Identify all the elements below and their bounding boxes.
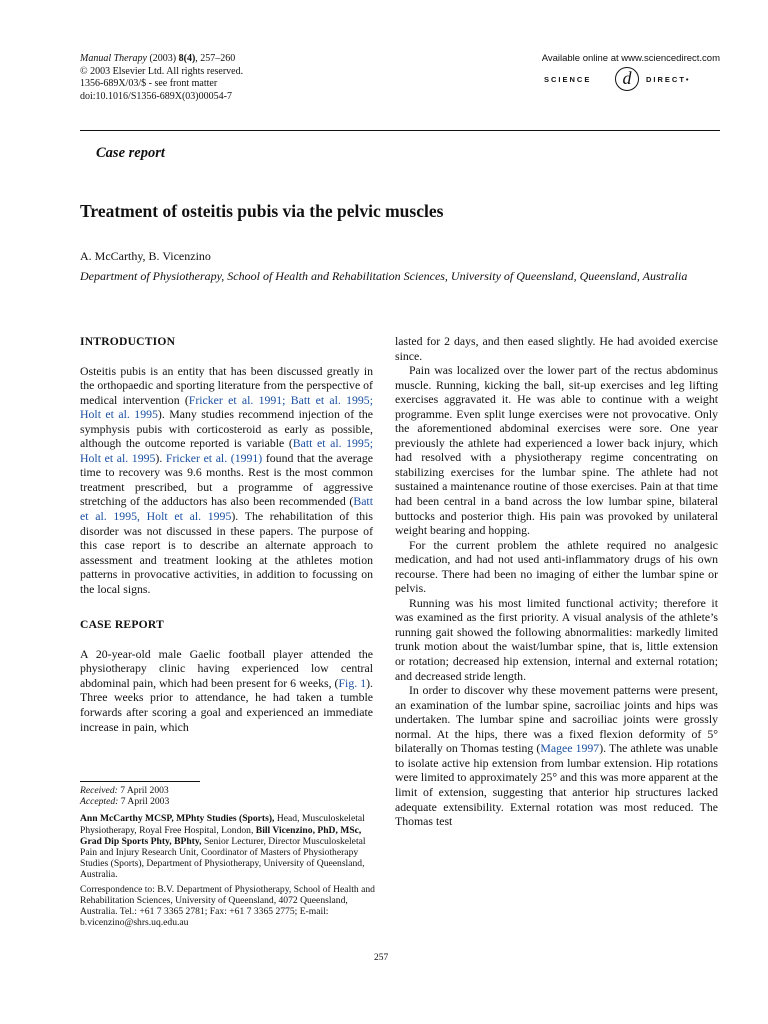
author-position: Head, Musculoskeletal Physiotherapy, Royal Free Hospital, London,	[80, 813, 365, 836]
sciencedirect-d-icon: d	[615, 67, 639, 91]
intro-text: ). Many studies recommend injection of the symphysis pubis with corticosteroid as early as possible, although the outcome reported is variable (	[80, 407, 373, 451]
author-affiliation: Department of Physiotherapy, School of Health and Rehabilitation Sciences, University of Queensland, Queensland, Australia	[80, 269, 688, 283]
right-column	[395, 334, 718, 829]
intro-text: found that the average time to recovery was 9.6 months. Rest is the most common treatment prescribed, but a programme of aggressive stretching of the adductors has also been recommended (	[80, 450, 373, 509]
citation-pages: , 257–260	[195, 53, 236, 64]
case-paragraph	[80, 647, 373, 734]
citation-link[interactable]: Fricker et al. (1991)	[165, 450, 263, 465]
header-rule	[80, 130, 720, 131]
citation-link[interactable]: Batt et al. 1995, Holt et al. 1995	[80, 494, 373, 524]
citation-year: (2003)	[146, 53, 179, 64]
issn-line: 1356-689X/03/$ - see front matter	[80, 78, 218, 89]
footnote-block	[80, 785, 376, 928]
logo-word-right: DIRECT•	[646, 75, 691, 84]
doi-line: doi:10.1016/S1356-689X(03)00054-7	[80, 90, 232, 102]
author-list: A. McCarthy, B. Vicenzino	[80, 249, 211, 263]
citation-link[interactable]: Batt et al. 1995; Holt et al. 1995	[80, 436, 373, 465]
body-text: In order to discover why these movement patterns were present, an examination of the lumbar spine, sacroiliac joints and hips was undertaken. The lumbar spine and sacroiliac joints were grossly normal. At the hips, there was a fixed flexion deformity of 5° bilaterally on Thomas testing (	[395, 683, 718, 756]
case-text: A 20-year-old male Gaelic football player attended the physiotherapy clinic having experienced low central abdominal pain, which had been present for 6 weeks, (	[80, 646, 373, 690]
body-paragraph: For the current problem the athlete required no analgesic medication, and had not used anti-inflammatory drugs of his own recourse. There had been no imaging of either the lumbar spine or pelvis.	[395, 537, 718, 596]
author-credentials: Ann McCarthy MCSP, MPhty Studies (Sports),	[80, 813, 275, 825]
publisher-badge	[508, 53, 720, 88]
received-value: 7 April 2003	[117, 785, 169, 796]
body-paragraph: lasted for 2 days, and then eased slightly. He had avoided exercise since.	[395, 334, 718, 363]
copyright-line: © 2003 Elsevier Ltd. All rights reserved.	[80, 65, 244, 77]
body-paragraph: Running was his most limited functional activity; therefore it was examined as the first priority. A visual analysis of the athlete’s running gait showed the following abnormalities: markedly limited trunk motion about the waist/lumbar spine, that is, little extension or rotation; decreased hip extension, internal and external rotation; and decreased stride length.	[395, 595, 718, 683]
footnote-rule	[80, 781, 200, 782]
received-label: Received:	[80, 785, 118, 796]
accepted-label: Accepted:	[80, 796, 119, 808]
body-paragraph	[395, 683, 718, 828]
journal-name: Manual Therapy	[80, 53, 147, 64]
article-title: Treatment of osteitis pubis via the pelvic muscles	[80, 201, 444, 221]
accepted-date	[80, 796, 376, 807]
intro-paragraph	[80, 364, 373, 597]
body-text: ). The athlete was unable to isolate active hip extension from lumbar extension. Hip rotations were limited to approximately 25° and this was more apparent at the limit of extension, suggesting that anterior hip structures lacked adequate extensibility. External rotation was most reduced. The Thomas test	[395, 741, 718, 829]
available-online-text: Available online at www.sciencedirect.com	[541, 53, 720, 64]
intro-text: Osteitis pubis is an entity that has been discussed greatly in the orthopaedic and sporting literature from the perspective of medical intervention (	[80, 363, 373, 407]
citation-volume: 8(4)	[178, 53, 196, 64]
left-column	[80, 335, 373, 734]
article-type: Case report	[96, 145, 165, 161]
journal-citation	[80, 53, 243, 103]
correspondence-note: Correspondence to: B.V. Department of Physiotherapy, School of Health and Rehabilitation Sciences, University of Queensland, 4072 Queensland, Australia. Tel.: +61 7 3365 2781; Fax: +61 7 3365 2775; E-mail: b.vicenzino@shrs.uq.edu.au	[80, 883, 375, 929]
citation-link[interactable]: Magee 1997	[540, 741, 600, 756]
logo-word-left: SCIENCE	[544, 75, 592, 84]
citation-line	[80, 53, 243, 66]
intro-text: ). The rehabilitation of this disorder was not discussed in these papers. The purpose of this case report is to describe an alternate approach to assessment and treatment looking at the athletes motion patterns in provocative activities, in addition to focussing on the local signs.	[80, 509, 373, 596]
author-note	[80, 813, 376, 880]
section-heading-introduction: INTRODUCTION	[80, 335, 176, 348]
page-number: 257	[374, 953, 389, 963]
citation-link[interactable]: Fricker et al. 1991; Batt et al. 1995; Holt et al. 1995	[80, 392, 373, 422]
author-position: Senior Lecturer, Director Musculoskeletal Pain and Injury Research Unit, Coordinator of Masters of Physiotherapy Studies (Sports), Department of Physiotherapy, University of Queensland, Australia.	[80, 835, 366, 881]
figure-link[interactable]: Fig. 1	[338, 675, 367, 690]
section-heading-case-report: CASE REPORT	[80, 618, 164, 632]
case-text: ). Three weeks prior to attendance, he had taken a tumble forwards after scoring a goal and experienced an immediate increase in pain, which	[80, 675, 373, 734]
accepted-value: 7 April 2003	[118, 796, 170, 808]
sciencedirect-logo	[544, 67, 722, 93]
author-credentials: Bill Vicenzino, PhD, MSc, Grad Dip Sports Phty, BPhty,	[80, 824, 362, 847]
body-paragraph: Pain was localized over the lower part of the rectus abdominus muscle. Running, kicking the ball, sit-up exercises and leg lifting exercises aggravated it. He was able to continue with a weight programme. Even split lunge exercises were not provocative. Only the aforementioned abdominal exercises were sore. One year previously the athlete had experienced a lower back injury, which had resolved with a physiotherapy regime concentrating on stabilizing exercises for the lumbar spine. The athlete had not sustained a maintenance routine of those exercises. Pain at that time had been central in a band across the low lumbar spine, bilateral buttocks and posterior thigh. His pain was provoked by unilateral weight bearing and hopping.	[395, 363, 718, 538]
intro-text: ).	[155, 450, 166, 465]
received-date	[80, 785, 376, 796]
